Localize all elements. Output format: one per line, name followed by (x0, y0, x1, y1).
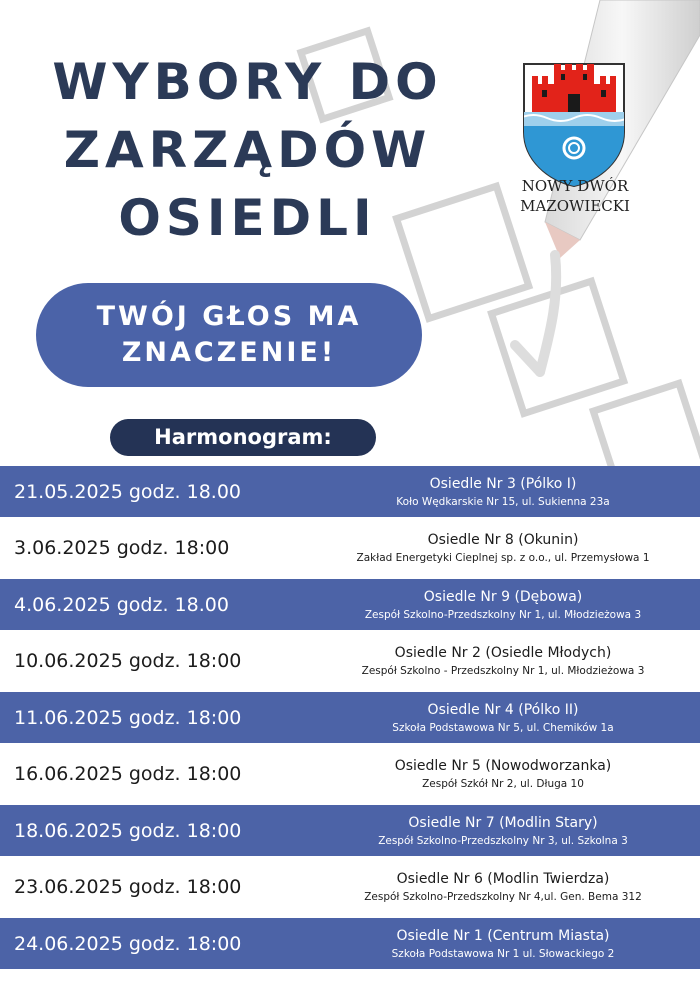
district-name: Osiedle Nr 4 (Pólko II) (427, 701, 579, 718)
meeting-date: 24.06.2025 godz. 18:00 (14, 932, 242, 955)
title-line-2: ZARZĄDÓW (63, 121, 432, 179)
district-name: Osiedle Nr 3 (Pólko I) (429, 475, 577, 492)
meeting-location (306, 869, 700, 905)
venue-address: Szkoła Podstawowa Nr 1 ul. Słowackiego 2 (391, 947, 615, 960)
venue-address: Szkoła Podstawowa Nr 5, ul. Chemików 1a (392, 721, 614, 734)
schedule-table (0, 466, 700, 975)
district-name: Osiedle Nr 2 (Osiedle Młodych) (394, 645, 612, 661)
meeting-location (306, 926, 700, 962)
meeting-location (306, 643, 700, 679)
meeting-location (306, 756, 700, 792)
venue-address: Zespół Szkół Nr 2, ul. Długa 10 (422, 778, 584, 790)
schedule-row (0, 862, 700, 913)
schedule-row (0, 692, 700, 743)
meeting-date: 16.06.2025 godz. 18:00 (14, 763, 242, 785)
meeting-location (306, 474, 700, 510)
meeting-date: 4.06.2025 godz. 18.00 (14, 593, 229, 616)
meeting-date: 11.06.2025 godz. 18:00 (14, 706, 242, 729)
slogan-line-2: ZNACZENIE! (121, 337, 337, 368)
meeting-date: 18.06.2025 godz. 18:00 (14, 819, 242, 842)
title-line-1: WYBORY DO (52, 53, 443, 111)
slogan-line-1: TWÓJ GŁOS MA (96, 301, 362, 332)
meeting-date: 23.06.2025 godz. 18:00 (14, 876, 242, 898)
meeting-location (306, 530, 700, 566)
meeting-location (306, 813, 700, 849)
venue-address: Zespół Szkolno-Przedszkolny Nr 3, ul. Szkolna 3 (378, 834, 628, 847)
district-name: Osiedle Nr 1 (Centrum Miasta) (396, 927, 610, 944)
meeting-date: 21.05.2025 godz. 18.00 (14, 480, 242, 503)
venue-address: Zespół Szkolno - Przedszkolny Nr 1, ul. Młodzieżowa 3 (361, 665, 645, 677)
venue-address: Zespół Szkolno-Przedszkolny Nr 4,ul. Gen. Bema 312 (364, 891, 642, 903)
schedule-heading: Harmonogram: (110, 419, 376, 456)
slogan-banner (36, 283, 422, 387)
schedule-row (0, 466, 700, 517)
district-name: Osiedle Nr 5 (Nowodworzanka) (394, 758, 612, 774)
meeting-date: 3.06.2025 godz. 18:00 (14, 537, 230, 559)
district-name: Osiedle Nr 6 (Modlin Twierdza) (396, 871, 610, 887)
city-coat-of-arms-icon (520, 60, 628, 190)
district-name: Osiedle Nr 7 (Modlin Stary) (408, 814, 598, 831)
meeting-date: 10.06.2025 godz. 18:00 (14, 650, 242, 672)
city-name (492, 176, 658, 216)
venue-address: Zespół Szkolno-Przedszkolny Nr 1, ul. Młodzieżowa 3 (364, 608, 642, 621)
meeting-location (306, 587, 700, 623)
schedule-row (0, 805, 700, 856)
district-name: Osiedle Nr 8 (Okunin) (427, 532, 579, 548)
schedule-row (0, 523, 700, 574)
schedule-row (0, 918, 700, 969)
district-name: Osiedle Nr 9 (Dębowa) (423, 588, 583, 605)
schedule-row (0, 749, 700, 800)
venue-address: Zakład Energetyki Cieplnej sp. z o.o., ul. Przemysłowa 1 (356, 552, 650, 564)
city-name-line-2: MAZOWIECKI (520, 197, 630, 215)
schedule-row (0, 636, 700, 687)
venue-address: Koło Wędkarskie Nr 15, ul. Sukienna 23a (396, 495, 610, 508)
meeting-location (306, 700, 700, 736)
title-line-3: OSIEDLI (118, 189, 377, 247)
city-name-line-1: NOWY DWÓR (521, 177, 629, 195)
page-title (0, 48, 495, 252)
schedule-row (0, 579, 700, 630)
